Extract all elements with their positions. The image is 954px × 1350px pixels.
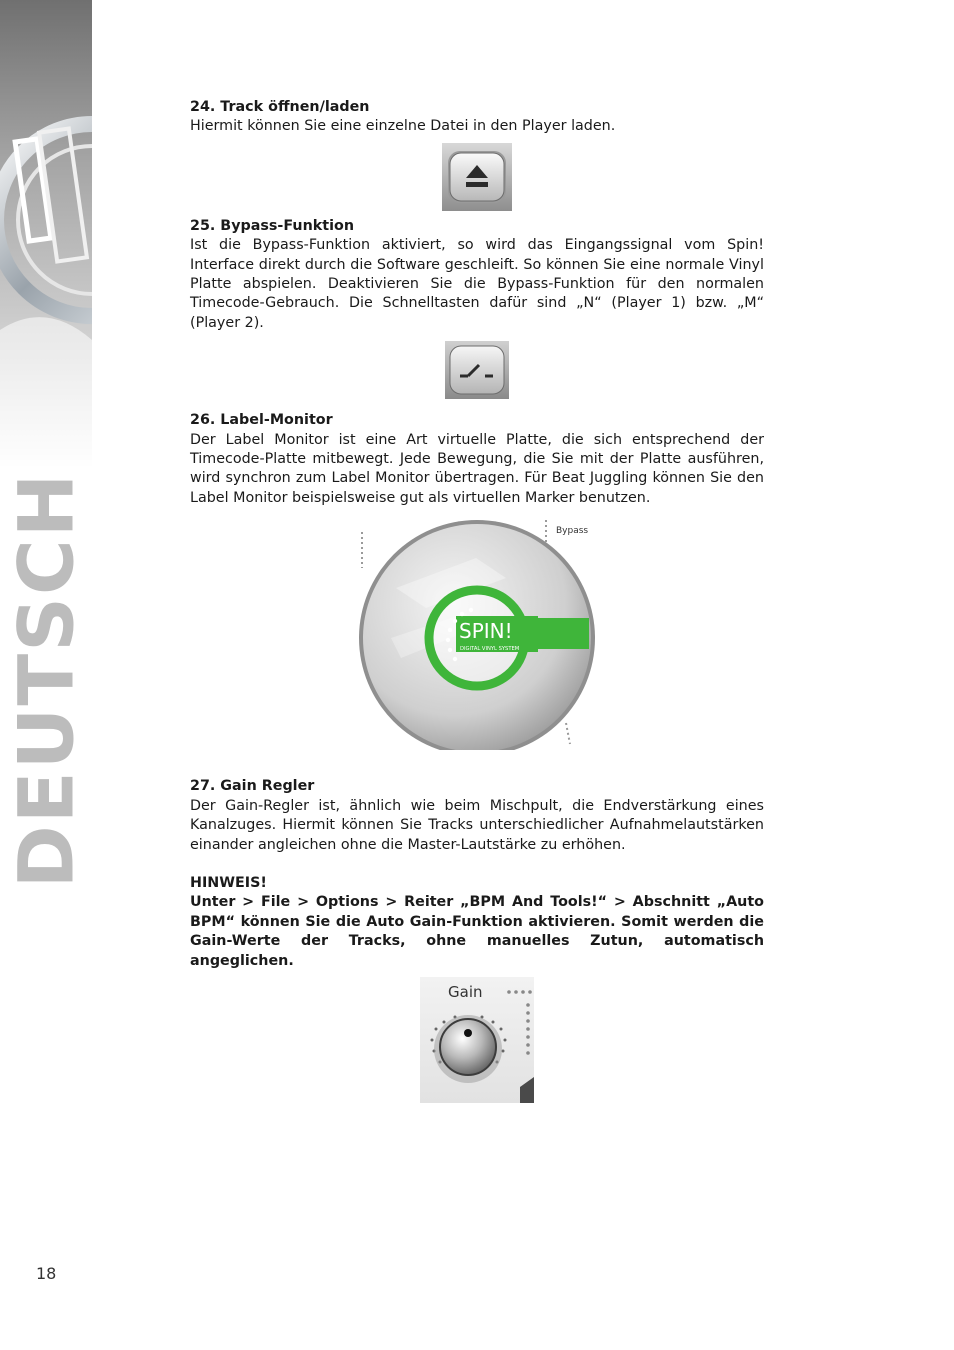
spin-logo-subtext: DIGITAL VINYL SYSTEM [460, 646, 520, 653]
spin-logo-text: SPIN! [459, 619, 513, 644]
section-title: 25. Bypass-Funktion [190, 217, 355, 234]
section-track-open [190, 98, 764, 137]
section-gain [190, 777, 764, 855]
section-body: Ist die Bypass-Funktion aktiviert, so wird das Eingangssignal vom Spin! Interface direkt durch die Software geschleift. So können Sie eine normale Vinyl Platte abspielen. Deaktivieren Sie die Bypass-Funktion für den normalen Timecode-Gebrauch. Die Schnelltasten dafür sind „N“ (Player 1) bzw. „M“ (Player 2). [190, 237, 764, 331]
decorative-ring-graphic [0, 0, 92, 470]
section-title: 26. Label-Monitor [190, 412, 333, 429]
page-number: 18 [36, 1264, 57, 1283]
section-body: Hiermit können Sie eine einzelne Datei in den Player laden. [190, 118, 616, 135]
section-body: Der Label Monitor ist eine Art virtuelle Platte, die sich entsprechend der Timecode-Platte mitbewegt. Jede Bewegung, die Sie mit der Platte ausführen, wird synchron zum Label Monitor übertragen. Für Beat Juggling können Sie den Label Monitor beispielsweise gut als virtuellen Marker benutzen. [190, 431, 764, 506]
bypass-button-figure [445, 341, 509, 399]
gain-label: Gain [448, 982, 483, 1001]
note-heading: HINWEIS! [190, 874, 267, 891]
main-content [190, 98, 764, 1103]
section-title: 27. Gain Regler [190, 778, 315, 795]
gain-knob-figure [420, 977, 534, 1103]
bypass-switch-icon [445, 341, 509, 399]
eject-icon [442, 143, 512, 211]
bypass-label: Bypass [556, 526, 589, 537]
section-bypass [190, 217, 764, 333]
vinyl-disc-icon [356, 518, 598, 750]
sidebar-language-label: DEUTSCH [1, 471, 91, 889]
gain-knob-icon [420, 977, 534, 1103]
section-label-monitor [190, 411, 764, 508]
note-box [190, 874, 764, 971]
section-title: 24. Track öffnen/laden [190, 99, 370, 115]
eject-button-figure [442, 143, 512, 211]
sidebar [0, 0, 92, 1350]
note-body: Unter > File > Options > Reiter „BPM And Tools!“ > Abschnitt „Auto BPM“ können Sie die Auto Gain-Funktion aktivieren. Somit werden die Gain-Werte der Tracks, ohne manuelles Zutun, automatisch angeglichen. [190, 894, 764, 969]
label-monitor-figure [356, 518, 598, 750]
section-body: Der Gain-Regler ist, ähnlich wie beim Mischpult, die Endverstärkung eines Kanalzuges. Hiermit können Sie Tracks unterschiedlicher Aufnahmelautstärken einander angleichen ohne die Master-Lautstärke zu erhöhen. [190, 797, 764, 853]
